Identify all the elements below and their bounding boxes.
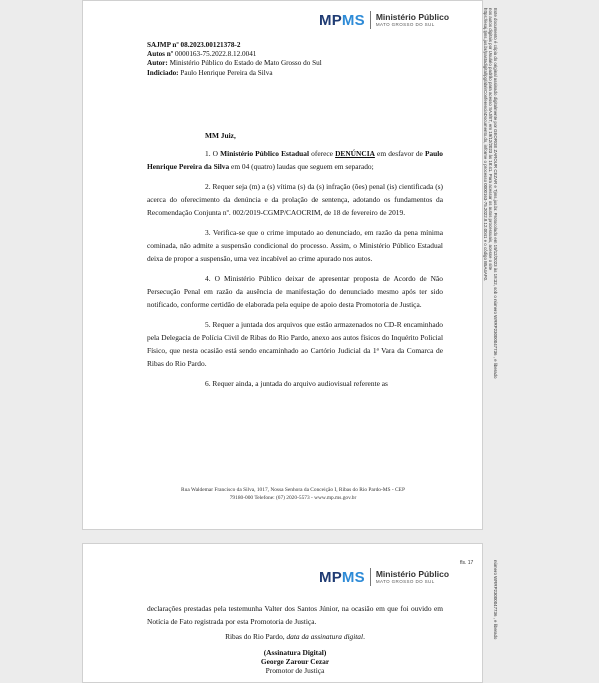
document-page-1	[82, 0, 483, 530]
paragraph-6: 6. Requer ainda, a juntada do arquivo audiovisual referente as	[205, 379, 388, 388]
signature-block: (Assinatura Digital) George Zarour Cezar Promotor de Justiça	[147, 648, 443, 675]
signer-role: Promotor de Justiça	[265, 666, 325, 675]
paragraph-2: 2. Requer seja (m) a (s) vítima (s) da (s) infração (ões) penal (is) cientificada (s) acerca do oferecimento da denúncia e da prolação de sentença, adotando os fundamentos da Recomendação Conjunta nº. 002/2019-CGMP/CAOCRIM, de 18 de fevereiro de 2019.	[147, 182, 443, 217]
logo-title: Ministério Público	[375, 568, 450, 579]
mpms-logo	[319, 11, 449, 29]
authentication-stamp-page-2: número WRRP23000047736 , e liberado	[493, 560, 498, 640]
sajmp-number: SAJMP nº 08.2023.00121378-2	[147, 41, 241, 49]
page-number: fls. 17	[460, 560, 474, 566]
autor-value: Ministério Público do Estado de Mato Grosso do Sul	[169, 59, 322, 68]
continuation-text: declarações prestadas pela testemunha Valter dos Santos Júnior, na ocasião em que foi ouvido em Notícia de Fato registrada por esta Promotoria de Justiça.	[147, 604, 443, 626]
logo-divider	[370, 11, 371, 29]
place-date: Ribas do Rio Pardo, data da assinatura digital.	[225, 632, 365, 641]
salutation: MM Juiz,	[205, 131, 236, 140]
logo-subtitle: MATO GROSSO DO SUL	[375, 579, 435, 584]
document-page-2	[82, 543, 483, 683]
indiciado-value: Paulo Henrique Pereira da Silva	[180, 68, 273, 77]
logo-divider	[370, 568, 371, 586]
logo-title: Ministério Público	[375, 11, 450, 22]
logo-mark: MPMS	[319, 11, 365, 29]
page-2-body	[147, 602, 443, 675]
paragraph-3: 3. Verifica-se que o crime imputado ao denunciado, em razão da pena mínima cominada, não admite a suspensão condicional do processo. Assim, o Ministério Público Estadual deixa de propor a suspensão, uma vez incabível ao crime apurado nos autos.	[147, 228, 443, 263]
logo-subtitle: MATO GROSSO DO SUL	[375, 22, 435, 27]
document-body	[147, 129, 443, 397]
mpms-logo-page-2	[319, 568, 449, 586]
case-header: SAJMP nº 08.2023.00121378-2 Autos nº 0000163-75.2022.8.12.0041 Autor: Ministério Público do Estado de Mato Grosso do Sul Indiciado: Paulo Henrique Pereira da Silva	[147, 41, 322, 77]
logo-mark: MPMS	[319, 568, 365, 586]
paragraph-4: 4. O Ministério Público deixar de apresentar proposta de Acordo de Não Persecução Penal em razão da ausência de manifestação do denunciado mesmo após ter sido notificado, conforme certidão de elaborada pela equipe de apoio desta Promotoria de Justiça.	[147, 274, 443, 309]
autos-number: 0000163-75.2022.8.12.0041	[174, 50, 257, 59]
footer-address: Rua Waldemar Francisco da Silva, 1017, Nossa Senhora da Conceição I, Ribas do Rio Pardo-MS - CEP 79180-000 Telefone: (67) 2020-5573 - www.mp.ms.gov.br	[181, 487, 405, 501]
paragraph-1: 1. O Ministério Público Estadual oferece DENÚNCIA em desfavor de Paulo Henrique Pereira da Silva em 04 (quatro) laudas que seguem em separado;	[147, 149, 444, 171]
signer-name: George Zarour Cezar	[260, 657, 330, 666]
paragraph-5: 5. Requer a juntada dos arquivos que estão armazenados no CD-R encaminhado pela Delegacia de Polícia Civil de Ribas do Rio Pardo, anexo aos autos físicos do Inquérito Policial Físico, que nesta ocasião está sendo encaminhado ao Cartório Judicial da 1ª Vara da Comarca de Ribas do Rio Pardo.	[147, 320, 443, 368]
authentication-stamp: Este documento é cópia do original assinado digitalmente por GEORGE ZAROUR CEZAR e Tjms.jus.br. Protocolado em 19/12/2023 às 18:32, sob o número WRRP23000047736 , e liberado nos autos digitais por Usuário padrão para acesso SAJ/ET, em 19/12/2023 às 18:41. Para acessar os autos processuais, acesse o site https://esaj.tjms.jus.br/pastadigital/pg/abrirConferenciaDocumento.do, informe o processo 0000163-75.2022.8.12.0041 e o código B5A4AF0.	[482, 8, 498, 379]
